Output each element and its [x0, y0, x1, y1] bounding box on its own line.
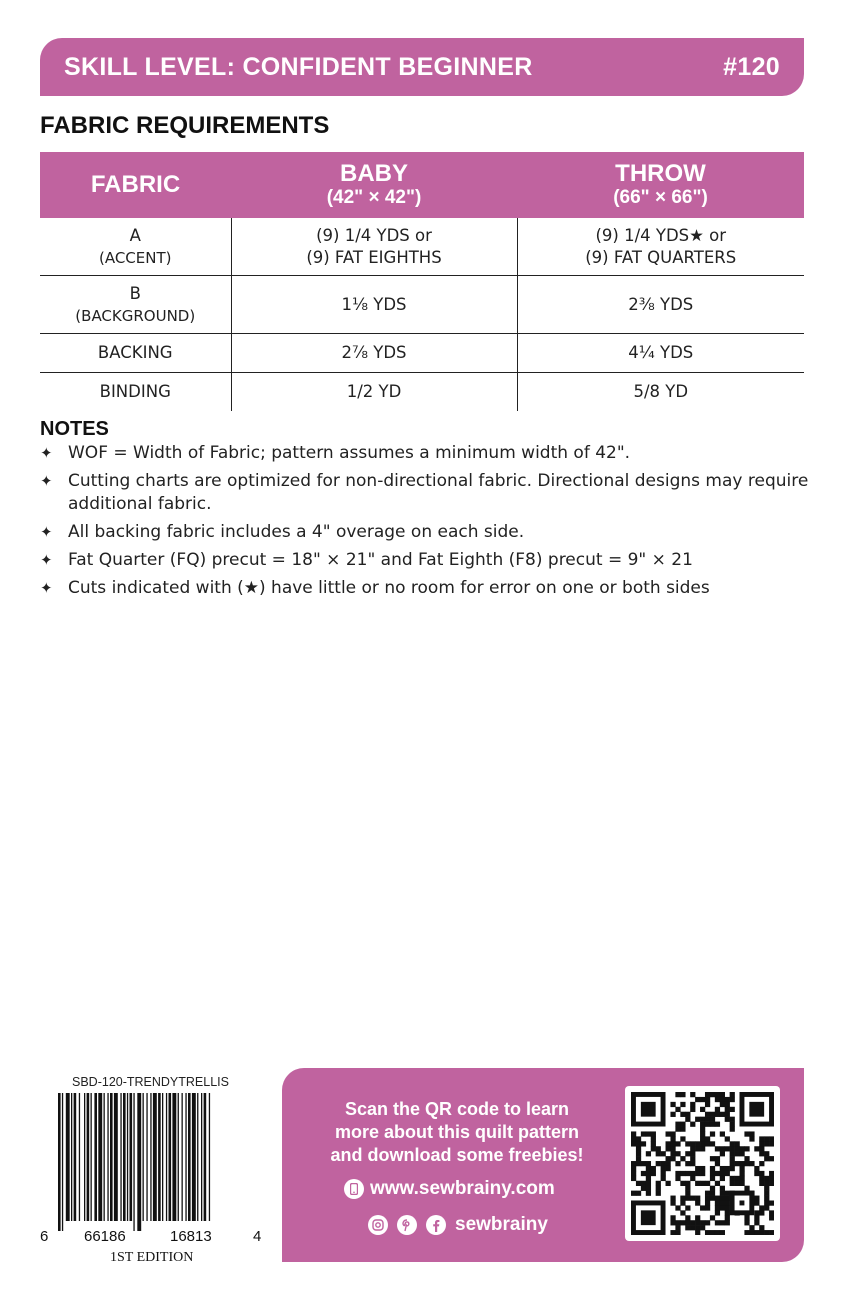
fabric-name-cell: BINDING — [99, 382, 171, 401]
header-throw-size: (66" × 66") — [613, 187, 708, 208]
sparkle-bullet-icon: ✦ — [40, 551, 53, 569]
barcode-digits-group2: 16813 — [170, 1228, 212, 1245]
notes-list — [40, 442, 810, 605]
barcode-icon — [56, 1093, 246, 1231]
qr-promo-box — [282, 1068, 804, 1262]
social-handle[interactable]: sewbrainy — [455, 1214, 548, 1235]
header-baby-size: (42" × 42") — [326, 187, 422, 208]
qr-code-icon — [625, 1086, 780, 1241]
list-item: ✦ WOF = Width of Fabric; pattern assumes a minimum width of 42". — [40, 443, 631, 463]
pinterest-icon[interactable] — [397, 1215, 417, 1235]
barcode-digit-left: 6 — [40, 1228, 49, 1245]
barcode-digit-right: 4 — [253, 1228, 262, 1245]
header-fabric: FABRIC — [40, 152, 231, 218]
sparkle-bullet-icon: ✦ — [40, 579, 53, 597]
fabric-requirements-title: FABRIC REQUIREMENTS — [40, 112, 330, 139]
skill-level-text: SKILL LEVEL: CONFIDENT BEGINNER — [64, 53, 533, 81]
baby-amount-cell: (9) 1/4 YDS or (9) FAT EIGHTHS — [231, 218, 517, 276]
skill-level-banner — [40, 38, 804, 96]
fabric-name-cell: A (ACCENT) — [40, 218, 231, 276]
notes-title: NOTES — [40, 418, 109, 440]
edition-label: 1ST EDITION — [110, 1250, 194, 1265]
barcode-digits-group1: 66186 — [84, 1228, 126, 1245]
table-header-row — [40, 152, 804, 218]
header-throw: THROW (66" × 66") — [517, 152, 804, 218]
throw-amount-cell: (9) 1/4 YDS★ or (9) FAT QUARTERS — [517, 218, 804, 276]
baby-amount-cell: 2⅞ YDS — [231, 334, 517, 373]
pattern-number: #120 — [723, 53, 780, 81]
throw-amount-cell: 2⅜ YDS — [517, 276, 804, 334]
sparkle-bullet-icon: ✦ — [40, 444, 53, 462]
fabric-requirements-table — [40, 152, 804, 411]
instagram-icon[interactable] — [368, 1215, 388, 1235]
list-item: ✦ Cutting charts are optimized for non-directional fabric. Directional designs may require additional fabric. — [40, 471, 809, 514]
throw-amount-cell: 4¼ YDS — [517, 334, 804, 373]
list-item: ✦ Cuts indicated with (★) have little or no room for error on one or both sides — [40, 578, 710, 598]
throw-amount-cell: 5/8 YD — [517, 373, 804, 412]
website-link[interactable]: www.sewbrainy.com — [344, 1178, 555, 1200]
list-item: ✦ Fat Quarter (FQ) precut = 18" × 21" and Fat Eighth (F8) precut = 9" × 21 — [40, 550, 693, 570]
fabric-name-cell: BACKING — [40, 334, 231, 373]
header-baby: BABY (42" × 42") — [231, 152, 517, 218]
table-row — [40, 276, 804, 334]
facebook-icon[interactable] — [426, 1215, 446, 1235]
sparkle-bullet-icon: ✦ — [40, 523, 53, 541]
table-row — [40, 334, 804, 373]
baby-amount-cell: 1/2 YD — [231, 373, 517, 412]
fabric-name-cell: B (BACKGROUND) — [40, 276, 231, 334]
table-row — [40, 218, 804, 276]
baby-amount-cell: 1⅛ YDS — [231, 276, 517, 334]
phone-icon — [344, 1179, 364, 1199]
promo-text: Scan the QR code to learn more about this quilt pattern and download some freebies! — [330, 1099, 584, 1165]
sparkle-bullet-icon: ✦ — [40, 472, 53, 490]
sku-label: SBD-120-TRENDYTRELLIS — [72, 1075, 229, 1089]
table-row — [40, 373, 804, 412]
list-item: ✦ All backing fabric includes a 4" overage on each side. — [40, 522, 525, 542]
social-handles — [368, 1214, 548, 1236]
